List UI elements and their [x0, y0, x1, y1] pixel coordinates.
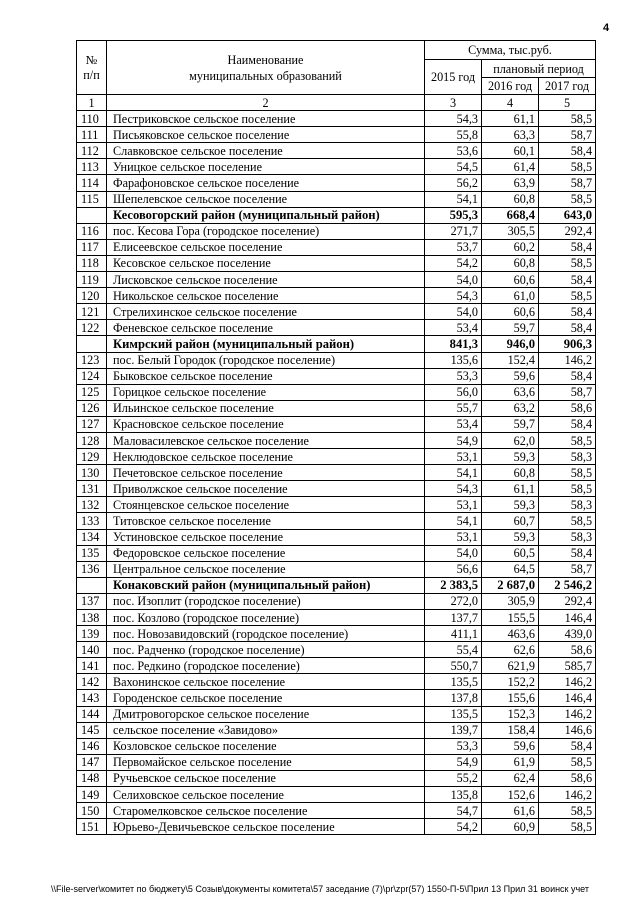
table-row	[77, 400, 596, 416]
table-row	[77, 449, 596, 465]
value-2016: 305,5	[482, 223, 539, 239]
value-2017: 58,4	[539, 368, 596, 384]
row-name: Ильинское сельское поселение	[107, 400, 425, 416]
row-number: 114	[77, 175, 107, 191]
row-name: Фарафоновское сельское поселение	[107, 175, 425, 191]
value-2015: 54,0	[425, 545, 482, 561]
table-row	[77, 416, 596, 432]
value-2015: 135,5	[425, 706, 482, 722]
row-name: Вахонинское сельское поселение	[107, 674, 425, 690]
table-row	[77, 239, 596, 255]
table-row	[77, 738, 596, 754]
row-number: 122	[77, 320, 107, 336]
row-number: 149	[77, 787, 107, 803]
value-2017: 58,7	[539, 127, 596, 143]
value-2017: 146,4	[539, 690, 596, 706]
value-2015: 54,3	[425, 288, 482, 304]
table-row	[77, 754, 596, 770]
value-2016: 59,3	[482, 529, 539, 545]
row-name: пос. Изоплит (городское поселение)	[107, 593, 425, 609]
table-row	[77, 706, 596, 722]
value-2016: 63,3	[482, 127, 539, 143]
value-2015: 56,2	[425, 175, 482, 191]
value-2016: 61,9	[482, 754, 539, 770]
value-2016: 61,1	[482, 111, 539, 127]
value-2017: 58,5	[539, 513, 596, 529]
table-row	[77, 819, 596, 835]
row-number: 135	[77, 545, 107, 561]
value-2015: 54,7	[425, 803, 482, 819]
value-2016: 60,8	[482, 191, 539, 207]
row-name: пос. Белый Городок (городское поселение)	[107, 352, 425, 368]
row-number: 124	[77, 368, 107, 384]
row-name: Дмитровогорское сельское поселение	[107, 706, 425, 722]
value-2016: 60,8	[482, 255, 539, 271]
value-2016: 60,6	[482, 304, 539, 320]
row-number: 111	[77, 127, 107, 143]
value-2016: 155,6	[482, 690, 539, 706]
value-2017: 58,5	[539, 191, 596, 207]
row-number: 130	[77, 465, 107, 481]
value-2016: 59,6	[482, 368, 539, 384]
row-name: Пестриковское сельское поселение	[107, 111, 425, 127]
value-2015: 137,7	[425, 610, 482, 626]
value-2017: 439,0	[539, 626, 596, 642]
value-2016: 59,3	[482, 497, 539, 513]
colnum-1: 1	[77, 95, 107, 111]
value-2015: 53,1	[425, 449, 482, 465]
value-2015: 55,2	[425, 770, 482, 786]
table-row	[77, 288, 596, 304]
value-2015: 55,8	[425, 127, 482, 143]
row-number: 142	[77, 674, 107, 690]
value-2016: 60,7	[482, 513, 539, 529]
value-2016: 59,7	[482, 416, 539, 432]
value-2017: 58,3	[539, 529, 596, 545]
table-row	[77, 223, 596, 239]
row-number: 131	[77, 481, 107, 497]
value-2017: 58,5	[539, 465, 596, 481]
value-2015: 139,7	[425, 722, 482, 738]
value-2016: 64,5	[482, 561, 539, 577]
row-number: 132	[77, 497, 107, 513]
row-name: пос. Козлово (городское поселение)	[107, 610, 425, 626]
row-name: Лисковское сельское поселение	[107, 272, 425, 288]
value-2016: 152,2	[482, 674, 539, 690]
value-2015: 53,6	[425, 143, 482, 159]
row-name: пос. Радченко (городское поселение)	[107, 642, 425, 658]
header-2016: 2016 год	[482, 78, 539, 95]
value-2016: 621,9	[482, 658, 539, 674]
row-name: Федоровское сельское поселение	[107, 545, 425, 561]
row-name: Красновское сельское поселение	[107, 416, 425, 432]
value-2016: 59,7	[482, 320, 539, 336]
row-name: Никольское сельское поселение	[107, 288, 425, 304]
value-2016: 62,6	[482, 642, 539, 658]
table-row	[77, 175, 596, 191]
value-2016: 463,6	[482, 626, 539, 642]
table-row	[77, 127, 596, 143]
value-2015: 54,9	[425, 754, 482, 770]
row-name: Старомелковское сельское поселение	[107, 803, 425, 819]
row-name: Стрелихинское сельское поселение	[107, 304, 425, 320]
value-2016: 60,2	[482, 239, 539, 255]
value-2016: 62,0	[482, 432, 539, 448]
value-2015: 53,4	[425, 416, 482, 432]
table-row	[77, 384, 596, 400]
row-number	[77, 577, 107, 593]
row-name: Феневское сельское поселение	[107, 320, 425, 336]
row-number: 144	[77, 706, 107, 722]
value-2016: 60,8	[482, 465, 539, 481]
row-number	[77, 336, 107, 352]
value-2016: 61,0	[482, 288, 539, 304]
value-2017: 58,5	[539, 255, 596, 271]
value-2015: 54,1	[425, 465, 482, 481]
value-2016: 305,9	[482, 593, 539, 609]
row-number: 136	[77, 561, 107, 577]
row-name: Шепелевское сельское поселение	[107, 191, 425, 207]
table-row	[77, 368, 596, 384]
row-name: Печетовское сельское поселение	[107, 465, 425, 481]
budget-table	[76, 40, 596, 835]
value-2015: 54,1	[425, 191, 482, 207]
header-num: № п/п	[77, 41, 107, 95]
row-number: 129	[77, 449, 107, 465]
row-name: Кесовское сельское поселение	[107, 255, 425, 271]
table-row	[77, 674, 596, 690]
value-2017: 58,5	[539, 111, 596, 127]
value-2017: 58,4	[539, 738, 596, 754]
table-row	[77, 658, 596, 674]
row-name: пос. Новозавидовский (городское поселение)	[107, 626, 425, 642]
row-name: Уницкое сельское поселение	[107, 159, 425, 175]
district-row	[77, 336, 596, 352]
value-2015: 54,0	[425, 304, 482, 320]
value-2015: 550,7	[425, 658, 482, 674]
row-number: 151	[77, 819, 107, 835]
district-row	[77, 577, 596, 593]
table-row	[77, 593, 596, 609]
value-2016: 60,5	[482, 545, 539, 561]
header-2017: 2017 год	[539, 78, 596, 95]
value-2015: 54,3	[425, 481, 482, 497]
value-2016: 668,4	[482, 207, 539, 223]
header-2015: 2015 год	[425, 60, 482, 95]
value-2015: 56,6	[425, 561, 482, 577]
row-number: 134	[77, 529, 107, 545]
value-2017: 292,4	[539, 593, 596, 609]
value-2017: 58,5	[539, 803, 596, 819]
row-number: 150	[77, 803, 107, 819]
row-name: Горицкое сельское поселение	[107, 384, 425, 400]
table-row	[77, 690, 596, 706]
value-2016: 2 687,0	[482, 577, 539, 593]
value-2015: 55,4	[425, 642, 482, 658]
row-number: 133	[77, 513, 107, 529]
value-2017: 58,4	[539, 320, 596, 336]
table-row	[77, 272, 596, 288]
value-2016: 946,0	[482, 336, 539, 352]
value-2017: 146,2	[539, 787, 596, 803]
row-name: Письяковское сельское поселение	[107, 127, 425, 143]
value-2015: 272,0	[425, 593, 482, 609]
row-number: 147	[77, 754, 107, 770]
row-number: 145	[77, 722, 107, 738]
row-name: Юрьево-Девичьевское сельское поселение	[107, 819, 425, 835]
table-row	[77, 787, 596, 803]
row-number: 125	[77, 384, 107, 400]
value-2017: 58,5	[539, 288, 596, 304]
value-2017: 58,5	[539, 481, 596, 497]
table-row	[77, 770, 596, 786]
value-2015: 841,3	[425, 336, 482, 352]
row-number: 119	[77, 272, 107, 288]
value-2017: 58,6	[539, 642, 596, 658]
table-row	[77, 642, 596, 658]
value-2017: 58,5	[539, 159, 596, 175]
value-2016: 61,6	[482, 803, 539, 819]
row-number: 138	[77, 610, 107, 626]
row-name: Титовское сельское поселение	[107, 513, 425, 529]
table-row	[77, 722, 596, 738]
colnum-3: 3	[425, 95, 482, 111]
row-name: Центральное сельское поселение	[107, 561, 425, 577]
table-row	[77, 481, 596, 497]
value-2017: 146,2	[539, 674, 596, 690]
value-2017: 58,6	[539, 770, 596, 786]
table-row	[77, 111, 596, 127]
value-2015: 595,3	[425, 207, 482, 223]
value-2016: 152,4	[482, 352, 539, 368]
value-2017: 292,4	[539, 223, 596, 239]
value-2015: 54,9	[425, 432, 482, 448]
row-name: Козловское сельское поселение	[107, 738, 425, 754]
colnum-4: 4	[482, 95, 539, 111]
row-number: 127	[77, 416, 107, 432]
value-2017: 146,6	[539, 722, 596, 738]
table-row	[77, 320, 596, 336]
value-2017: 643,0	[539, 207, 596, 223]
value-2015: 53,7	[425, 239, 482, 255]
value-2017: 146,4	[539, 610, 596, 626]
value-2015: 411,1	[425, 626, 482, 642]
value-2017: 58,4	[539, 272, 596, 288]
value-2016: 60,9	[482, 819, 539, 835]
value-2015: 53,1	[425, 497, 482, 513]
file-path-footer: \\File-server\комитет по бюджету\5 Созыв\документы комитета\57 заседание (7)\pr\zpr(57) 1550-П-5\Прил 13 Прил 31 воинск учет	[50, 884, 590, 894]
value-2016: 155,5	[482, 610, 539, 626]
value-2015: 53,3	[425, 368, 482, 384]
row-number: 139	[77, 626, 107, 642]
value-2017: 58,4	[539, 239, 596, 255]
value-2015: 54,0	[425, 272, 482, 288]
row-number: 123	[77, 352, 107, 368]
value-2017: 58,7	[539, 561, 596, 577]
table-row	[77, 529, 596, 545]
row-name: Городенское сельское поселение	[107, 690, 425, 706]
row-number: 112	[77, 143, 107, 159]
row-number: 137	[77, 593, 107, 609]
row-number: 148	[77, 770, 107, 786]
row-name: Быковское сельское поселение	[107, 368, 425, 384]
value-2017: 58,7	[539, 175, 596, 191]
header-sum: Сумма, тыс.руб.	[425, 41, 596, 60]
table-body	[77, 111, 596, 835]
value-2017: 58,5	[539, 754, 596, 770]
row-name: Маловасилевское сельское поселение	[107, 432, 425, 448]
value-2017: 2 546,2	[539, 577, 596, 593]
value-2016: 63,9	[482, 175, 539, 191]
value-2015: 2 383,5	[425, 577, 482, 593]
value-2017: 58,4	[539, 304, 596, 320]
value-2015: 56,0	[425, 384, 482, 400]
row-name: Стоянцевское сельское поселение	[107, 497, 425, 513]
value-2017: 146,2	[539, 352, 596, 368]
value-2016: 158,4	[482, 722, 539, 738]
row-number: 126	[77, 400, 107, 416]
value-2017: 58,7	[539, 384, 596, 400]
row-number: 120	[77, 288, 107, 304]
value-2016: 63,6	[482, 384, 539, 400]
value-2015: 135,5	[425, 674, 482, 690]
value-2017: 58,4	[539, 416, 596, 432]
value-2017: 58,4	[539, 143, 596, 159]
table-row	[77, 191, 596, 207]
value-2015: 135,8	[425, 787, 482, 803]
value-2015: 54,3	[425, 111, 482, 127]
value-2015: 54,2	[425, 819, 482, 835]
row-name: пос. Редкино (городское поселение)	[107, 658, 425, 674]
value-2017: 58,4	[539, 545, 596, 561]
value-2016: 61,1	[482, 481, 539, 497]
table-row	[77, 432, 596, 448]
row-name: Приволжское сельское поселение	[107, 481, 425, 497]
table-row	[77, 545, 596, 561]
row-name: Елисеевское сельское поселение	[107, 239, 425, 255]
row-number	[77, 207, 107, 223]
value-2016: 61,4	[482, 159, 539, 175]
value-2016: 152,3	[482, 706, 539, 722]
row-name: Славковское сельское поселение	[107, 143, 425, 159]
value-2015: 54,5	[425, 159, 482, 175]
row-number: 116	[77, 223, 107, 239]
value-2015: 53,4	[425, 320, 482, 336]
value-2015: 55,7	[425, 400, 482, 416]
value-2016: 62,4	[482, 770, 539, 786]
table-row	[77, 626, 596, 642]
row-number: 143	[77, 690, 107, 706]
value-2015: 271,7	[425, 223, 482, 239]
value-2016: 59,6	[482, 738, 539, 754]
row-number: 146	[77, 738, 107, 754]
table-row	[77, 513, 596, 529]
row-number: 113	[77, 159, 107, 175]
row-name: Устиновское сельское поселение	[107, 529, 425, 545]
row-name: Первомайское сельское поселение	[107, 754, 425, 770]
value-2017: 58,6	[539, 400, 596, 416]
row-name: Конаковский район (муниципальный район)	[107, 577, 425, 593]
value-2015: 53,3	[425, 738, 482, 754]
row-number: 140	[77, 642, 107, 658]
value-2016: 60,6	[482, 272, 539, 288]
row-name: Селиховское сельское поселение	[107, 787, 425, 803]
row-name: Кесовогорский район (муниципальный район)	[107, 207, 425, 223]
row-number: 141	[77, 658, 107, 674]
table-row	[77, 803, 596, 819]
table-row	[77, 465, 596, 481]
value-2016: 60,1	[482, 143, 539, 159]
value-2015: 54,2	[425, 255, 482, 271]
table-row	[77, 143, 596, 159]
table-row	[77, 159, 596, 175]
table-row	[77, 561, 596, 577]
header-name: Наименование муниципальных образований	[107, 41, 425, 95]
table-row	[77, 610, 596, 626]
table-row	[77, 497, 596, 513]
table-row	[77, 352, 596, 368]
district-row	[77, 207, 596, 223]
value-2017: 58,5	[539, 819, 596, 835]
row-name: Неклюдовское сельское поселение	[107, 449, 425, 465]
value-2015: 54,1	[425, 513, 482, 529]
value-2017: 58,5	[539, 432, 596, 448]
value-2017: 58,3	[539, 449, 596, 465]
page-number: 4	[603, 22, 610, 34]
value-2017: 58,3	[539, 497, 596, 513]
row-number: 121	[77, 304, 107, 320]
colnum-2: 2	[107, 95, 425, 111]
row-number: 115	[77, 191, 107, 207]
value-2017: 585,7	[539, 658, 596, 674]
row-number: 110	[77, 111, 107, 127]
value-2016: 152,6	[482, 787, 539, 803]
value-2016: 59,3	[482, 449, 539, 465]
table-row	[77, 304, 596, 320]
row-number: 117	[77, 239, 107, 255]
row-name: сельское поселение «Завидово»	[107, 722, 425, 738]
row-name: пос. Кесова Гора (городское поселение)	[107, 223, 425, 239]
value-2015: 53,1	[425, 529, 482, 545]
header-plan-period: плановый период	[482, 60, 596, 78]
value-2015: 137,8	[425, 690, 482, 706]
row-number: 118	[77, 255, 107, 271]
value-2015: 135,6	[425, 352, 482, 368]
colnum-5: 5	[539, 95, 596, 111]
value-2017: 146,2	[539, 706, 596, 722]
row-number: 128	[77, 432, 107, 448]
row-name: Ручьевское сельское поселение	[107, 770, 425, 786]
table-row	[77, 255, 596, 271]
value-2016: 63,2	[482, 400, 539, 416]
row-name: Кимрский район (муниципальный район)	[107, 336, 425, 352]
value-2017: 906,3	[539, 336, 596, 352]
